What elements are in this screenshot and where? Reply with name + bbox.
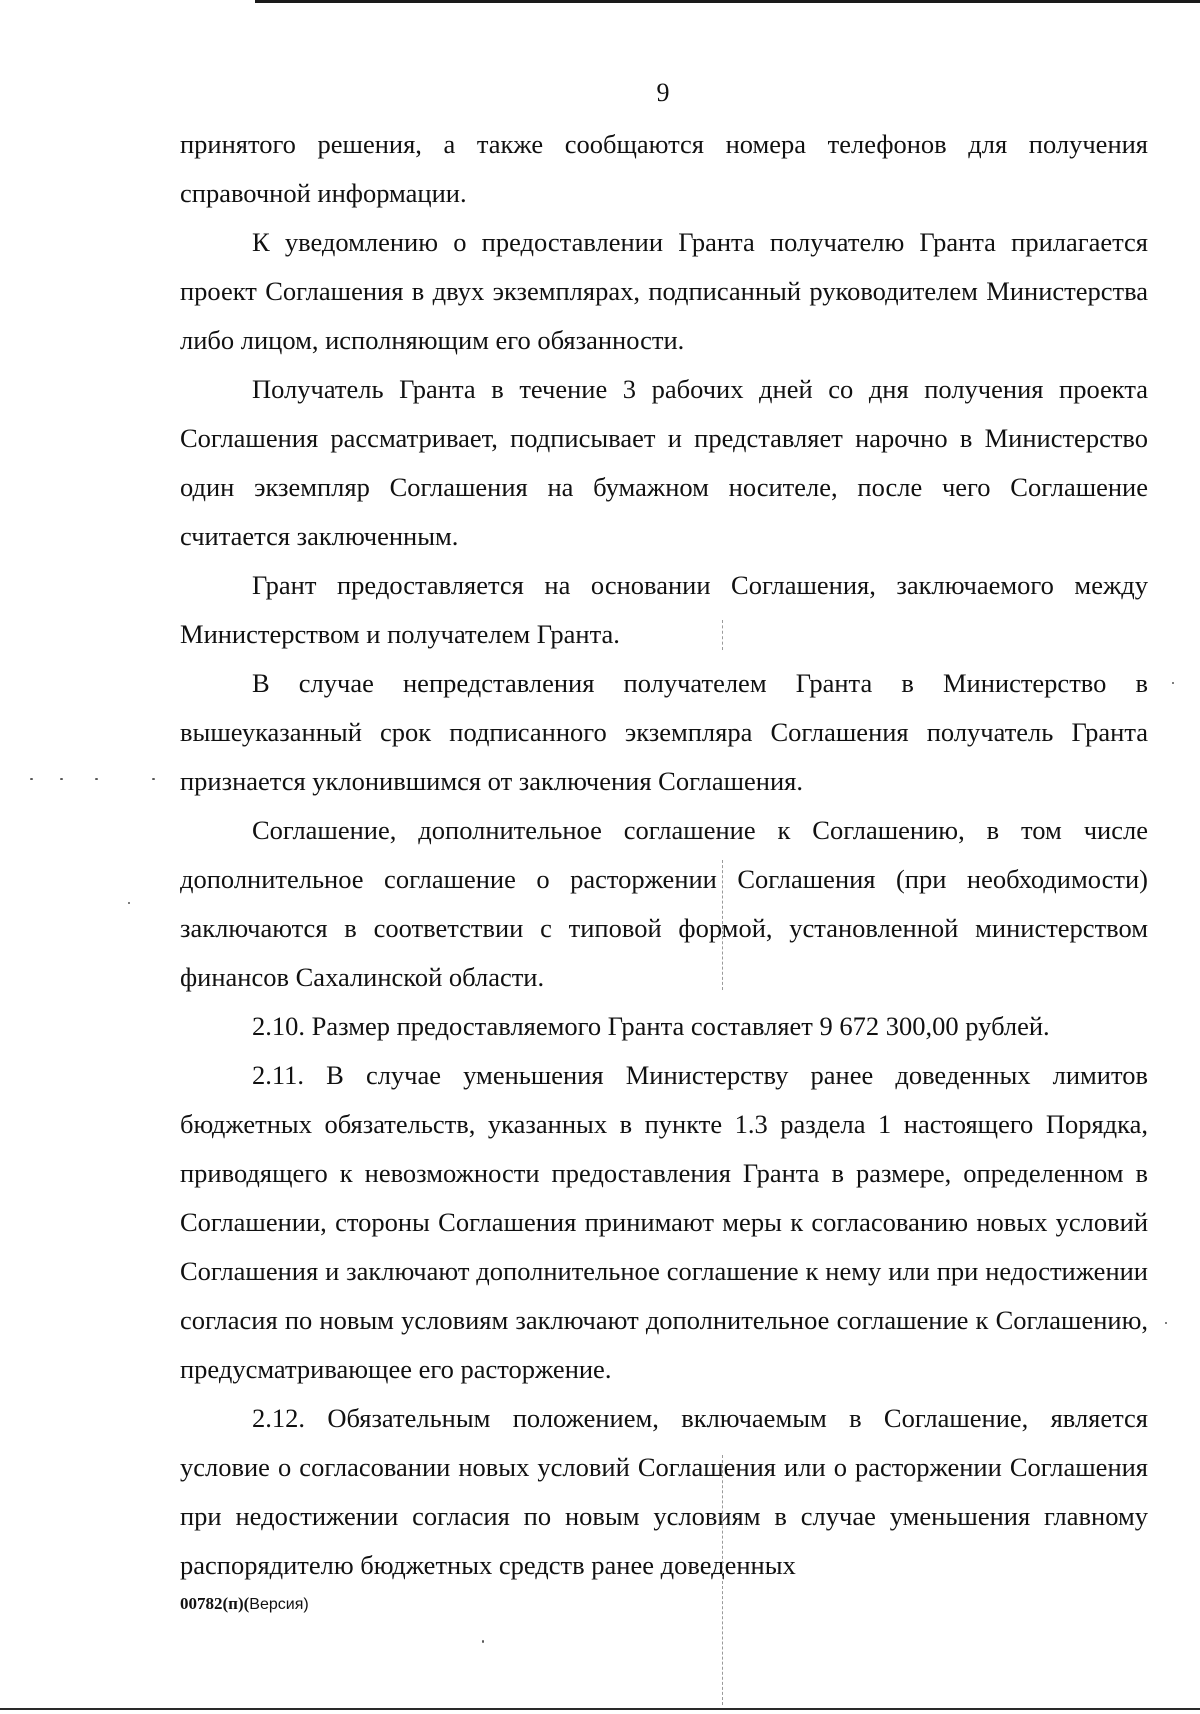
paragraph-recipient-signing: Получатель Гранта в течение 3 рабочих дней со дня получения проекта Соглашения рассматривает, подписывает и представляет нарочно в Министерство один экземпляр Соглашения на бумажном носителе, после чего Соглашение считается заключенным. [180, 374, 1148, 551]
scan-speck [1172, 682, 1174, 684]
scan-speck [30, 778, 33, 780]
paragraph-2-11: 2.11. В случае уменьшения Министерству ранее доведенных лимитов бюджетных обязательств, указанных в пункте 1.3 раздела 1 настоящего Порядка, приводящего к невозможности предоставления Гранта в размере, определенном в Соглашении, стороны Соглашения принимают меры к согласованию новых условий Соглашения и заключают дополнительное соглашение к нему или при недостижении согласия по новым условиям заключают дополнительное соглашение к Соглашению, предусматривающее его расторжение. [180, 1060, 1148, 1384]
scan-speck [95, 778, 98, 780]
paragraph-notification: К уведомлению о предоставлении Гранта получателю Гранта прилагается проект Соглашения в двух экземплярах, подписанный руководителем Министерства либо лицом, исполняющим его обязанности. [180, 227, 1148, 355]
paragraph-standard-form: Соглашение, дополнительное соглашение к Соглашению, в том числе дополнительное соглашение о расторжении Соглашения (при необходимости) заключаются в соответствии с типовой формой, установленной министерством финансов Сахалинской области. [180, 815, 1148, 992]
footer-document-code [180, 1594, 309, 1614]
footer-code-version: Версия) [249, 1596, 309, 1613]
scan-speck [482, 1640, 484, 1643]
paragraph-continuation: принятого решения, а также сообщаются номера телефонов для получения справочной информации. [180, 129, 1148, 208]
paragraph-2-12: 2.12. Обязательным положением, включаемым в Соглашение, является условие о согласовании новых условий Соглашения или о расторжении Соглашения при недостижении согласия по новым условиям в случае уменьшения главному распорядителю бюджетных средств ранее доведенных [180, 1403, 1148, 1580]
scan-fold-mark [722, 1455, 723, 1705]
page-number: 9 [656, 78, 670, 107]
scan-speck [128, 902, 130, 904]
scan-fold-mark [722, 860, 723, 990]
scan-speck [60, 778, 63, 780]
paragraph-grant-basis: Грант предоставляется на основании Соглашения, заключаемого между Министерством и получателем Гранта. [180, 570, 1148, 649]
scan-fold-mark [722, 620, 723, 650]
scan-speck [152, 778, 155, 780]
paragraph-non-submission: В случае непредставления получателем Гранта в Министерство в вышеуказанный срок подписанного экземпляра Соглашения получатель Гранта признается уклонившимся от заключения Соглашения. [180, 668, 1148, 796]
footer-code-number: 00782(п)( [180, 1594, 250, 1613]
scan-speck [1165, 1322, 1167, 1324]
top-edge-rule [255, 0, 1200, 3]
bottom-edge-rule [0, 1708, 1200, 1710]
paragraph-2-10: 2.10. Размер предоставляемого Гранта составляет 9 672 300,00 рублей. [252, 1011, 1050, 1041]
document-body [180, 120, 1148, 1590]
